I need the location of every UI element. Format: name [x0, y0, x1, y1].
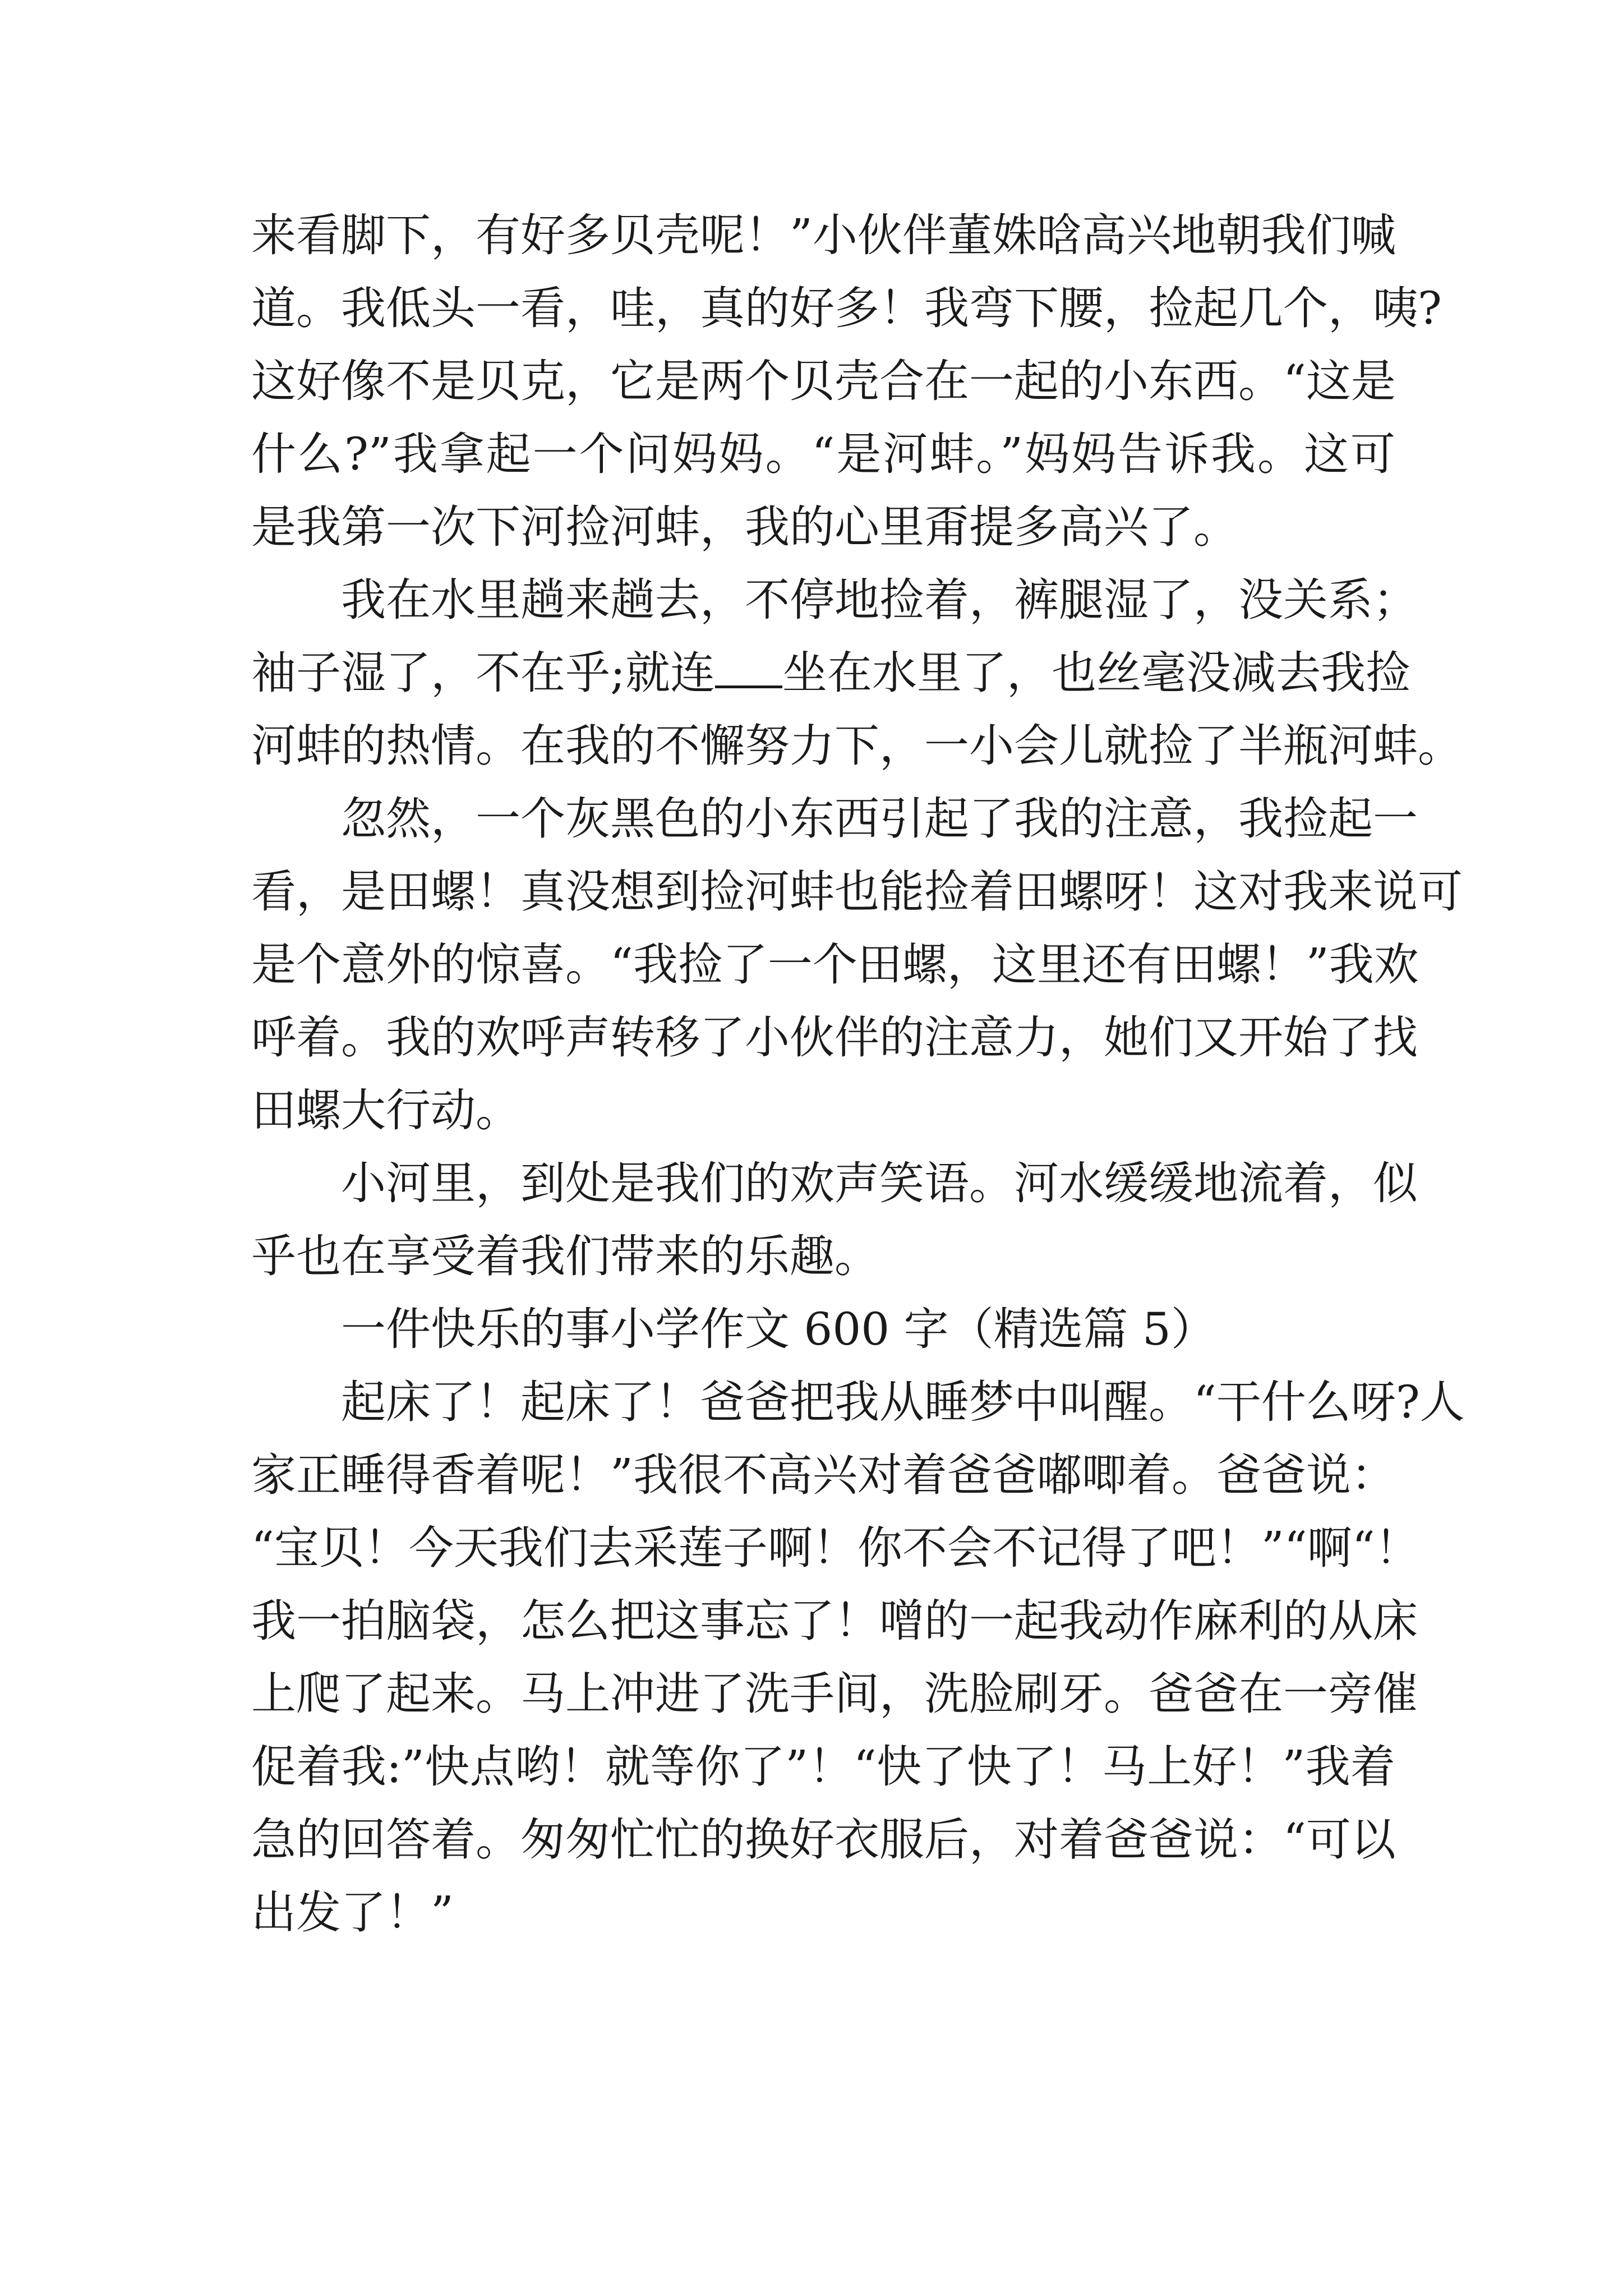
text-line: 来看脚下，有好多贝壳呢！”小伙伴董姝晗高兴地朝我们喊: [251, 209, 1396, 261]
text-line: 什么?”我拿起一个问妈妈。“是河蚌。”妈妈告诉我。这可: [251, 428, 1395, 480]
text-line: [251, 639, 1410, 707]
section-title: 一件快乐的事小学作文 600 字（精选篇 5）: [341, 1303, 1216, 1355]
text-line: 是个意外的惊喜。“我捡了一个田螺，这里还有田螺！”我欢: [251, 938, 1419, 991]
text-line: 道。我低头一看，哇，真的好多！我弯下腰，捡起几个，咦?: [251, 282, 1442, 334]
text-line: 乎也在享受着我们带来的乐趣。: [251, 1230, 879, 1282]
text-line: 这好像不是贝克，它是两个贝壳合在一起的小东西。“这是: [251, 355, 1396, 407]
blank-underline: [715, 651, 782, 688]
text-line: “宝贝！今天我们去采莲子啊！你不会不记得了吧！”“啊“！: [251, 1522, 1420, 1574]
text-line: 呼着。我的欢呼声转移了小伙伴的注意力，她们又开始了找: [251, 1011, 1418, 1064]
text-line: 河蚌的热情。在我的不懈努力下，一小会儿就捡了半瓶河蚌。: [251, 720, 1463, 772]
text-line: 起床了！起床了！爸爸把我从睡梦中叫醒。“干什么呀?人: [341, 1376, 1465, 1428]
text-line: 促着我:”快点哟！就等你了”！“快了快了！马上好！”我着: [251, 1741, 1395, 1793]
text-line: 我一拍脑袋，怎么把这事忘了！噌的一起我动作麻利的从床: [251, 1595, 1418, 1647]
text-line: 田螺大行动。: [251, 1084, 520, 1137]
text-span: 袖子湿了，不在乎;就连: [251, 647, 715, 699]
text-line: 小河里，到处是我们的欢声笑语。河水缓缓地流着，似: [341, 1157, 1418, 1209]
text-line: 上爬了起来。马上冲进了洗手间，洗脸刷牙。爸爸在一旁催: [251, 1668, 1418, 1720]
text-line: 是我第一次下河捡河蚌，我的心里甭提多高兴了。: [251, 501, 1238, 553]
text-line: 急的回答着。匆匆忙忙的换好衣服后，对着爸爸说：“可以: [251, 1814, 1396, 1866]
text-span: 坐在水里了，也丝毫没减去我捡: [782, 647, 1410, 699]
text-line: 家正睡得香着呢！”我很不高兴对着爸爸嘟唧着。爸爸说：: [251, 1449, 1396, 1501]
text-line: 我在水里趟来趟去，不停地捡着，裤腿湿了，没关系；: [341, 574, 1418, 626]
text-line: 忽然，一个灰黑色的小东西引起了我的注意，我捡起一: [341, 793, 1418, 845]
text-line: 出发了！”: [251, 1887, 454, 1939]
text-line: 看，是田螺！真没想到捡河蚌也能捡着田螺呀！这对我来说可: [251, 866, 1463, 918]
